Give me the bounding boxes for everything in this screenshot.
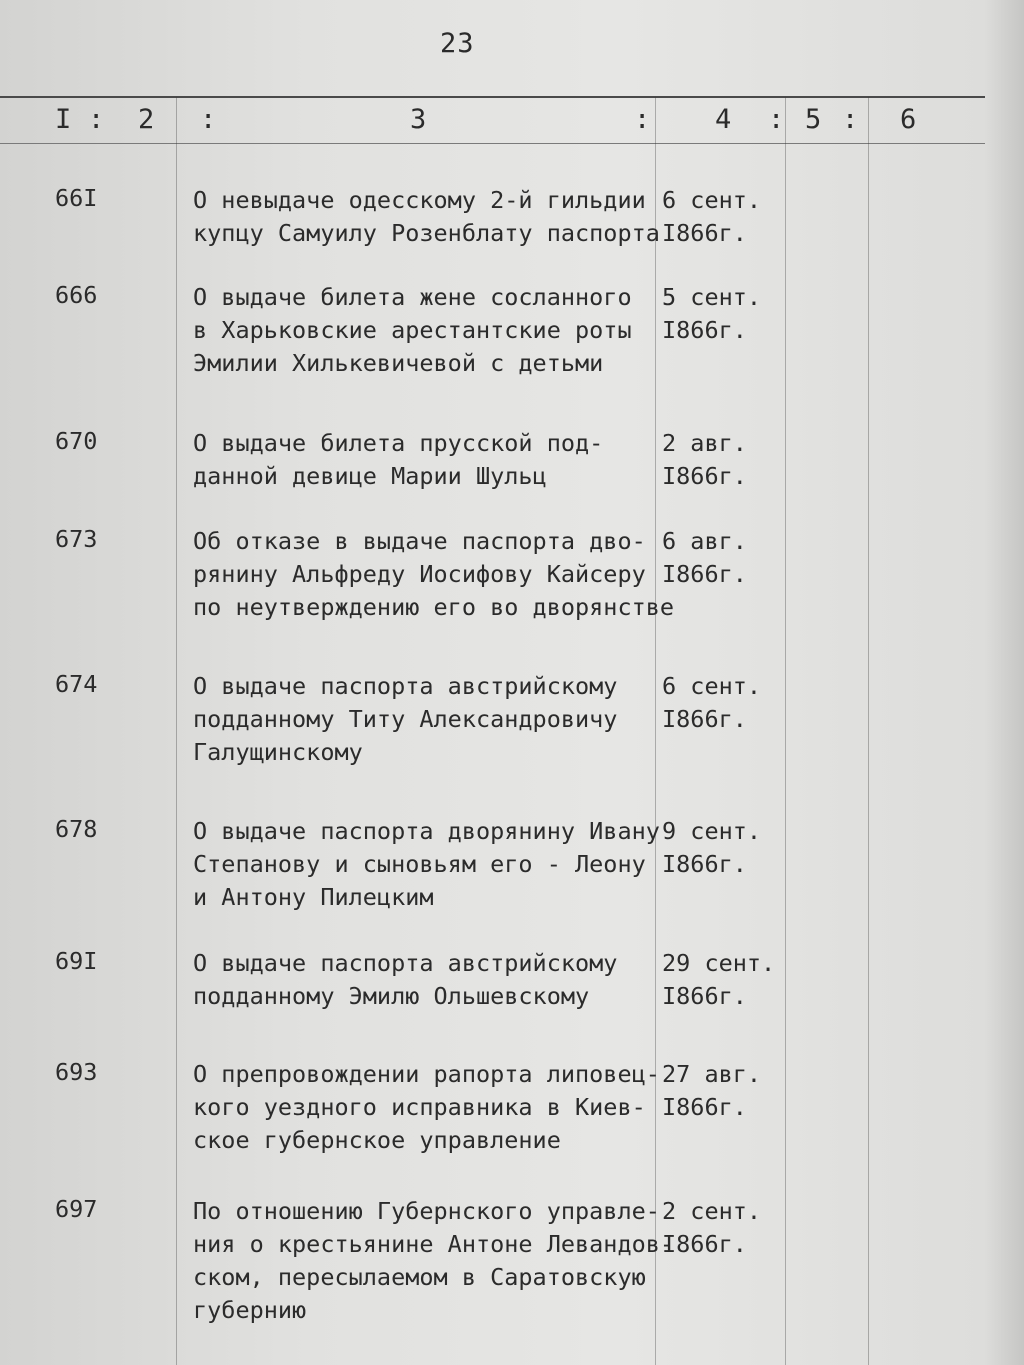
record-date (662, 427, 747, 493)
page-number: 23 (440, 28, 475, 59)
description-line: рянину Альфреду Иосифову Кайсеру (193, 560, 646, 588)
date-line: I866г. (662, 982, 747, 1010)
header-top-rule (0, 96, 985, 98)
date-line: I866г. (662, 705, 747, 733)
date-line: 6 сент. (662, 186, 762, 214)
description-line: Степанову и сыновьям его - Леону (193, 850, 646, 878)
header-sep: : (200, 104, 217, 135)
column-divider (868, 97, 869, 1365)
header-sep: : (634, 104, 651, 135)
record-description (193, 427, 663, 493)
date-line: 9 сент. (662, 817, 762, 845)
column-divider (785, 97, 786, 1365)
date-line: I866г. (662, 316, 747, 344)
date-line: I866г. (662, 462, 747, 490)
description-line: в Харьковские арестантские роты (193, 316, 632, 344)
header-sep: : (768, 104, 785, 135)
description-line: купцу Самуилу Розенблату паспорта (193, 219, 660, 247)
description-line: губернию (193, 1296, 307, 1324)
record-description (193, 947, 663, 1013)
record-description (193, 184, 663, 250)
table-header (0, 104, 985, 140)
record-description (193, 1058, 663, 1157)
record-description (193, 815, 663, 914)
record-description (193, 281, 663, 380)
date-line: 6 сент. (662, 672, 762, 700)
header-col-3: 3 (410, 104, 427, 135)
record-description (193, 525, 675, 624)
column-divider (176, 97, 177, 1365)
description-line: О невыдаче одесскому 2-й гильдии (193, 186, 646, 214)
date-line: 6 авг. (662, 527, 747, 555)
description-line: и Антону Пилецким (193, 883, 434, 911)
header-col-2: 2 (138, 104, 155, 135)
description-line: О выдаче билета прусской под- (193, 429, 604, 457)
description-line: данной девице Марии Шульц (193, 462, 547, 490)
header-col-5: 5 (805, 104, 822, 135)
description-line: По отношению Губернского управле- (193, 1197, 660, 1225)
description-line: Эмилии Хилькевичевой с детьми (193, 349, 604, 377)
date-line: I866г. (662, 1093, 747, 1121)
record-date (662, 815, 761, 881)
date-line: 2 сент. (662, 1197, 762, 1225)
record-date (662, 281, 761, 347)
header-col-1: I (55, 104, 72, 135)
record-date (662, 1195, 761, 1261)
record-number: 697 (55, 1195, 98, 1223)
description-line: кого уездного исправника в Киев- (193, 1093, 646, 1121)
description-line: подданному Титу Александровичу (193, 705, 618, 733)
description-line: Галущинскому (193, 738, 363, 766)
record-date (662, 1058, 761, 1124)
record-date (662, 184, 761, 250)
date-line: 5 сент. (662, 283, 762, 311)
description-line: О выдаче паспорта дворянину Ивану (193, 817, 660, 845)
description-line: Об отказе в выдаче паспорта дво- (193, 527, 646, 555)
record-number: 69I (55, 947, 98, 975)
record-date (662, 525, 747, 591)
header-bottom-rule (0, 143, 985, 144)
record-description (193, 670, 663, 769)
date-line: 29 сент. (662, 949, 776, 977)
date-line: I866г. (662, 850, 747, 878)
header-col-6: 6 (900, 104, 917, 135)
description-line: ния о крестьянине Антоне Левандов- (193, 1230, 675, 1258)
record-number: 674 (55, 670, 98, 698)
date-line: I866г. (662, 219, 747, 247)
description-line: подданному Эмилю Ольшевскому (193, 982, 590, 1010)
description-line: по неутверждению его во дворянстве (193, 593, 675, 621)
page-edge-shadow (984, 0, 1024, 1365)
description-line: ское губернское управление (193, 1126, 561, 1154)
date-line: I866г. (662, 560, 747, 588)
header-col-4: 4 (715, 104, 732, 135)
record-number: 693 (55, 1058, 98, 1086)
header-sep: : (88, 104, 105, 135)
record-number: 670 (55, 427, 98, 455)
date-line: 27 авг. (662, 1060, 762, 1088)
description-line: О выдаче паспорта австрийскому (193, 949, 618, 977)
description-line: О выдаче паспорта австрийскому (193, 672, 618, 700)
record-number: 66I (55, 184, 98, 212)
description-line: О выдаче билета жене сосланного (193, 283, 632, 311)
record-number: 673 (55, 525, 98, 553)
header-sep: : (842, 104, 859, 135)
record-date (662, 670, 761, 736)
record-date (662, 947, 775, 1013)
description-line: ском, пересылаемом в Саратовскую (193, 1263, 646, 1291)
record-description (193, 1195, 675, 1327)
date-line: I866г. (662, 1230, 747, 1258)
record-number: 678 (55, 815, 98, 843)
record-number: 666 (55, 281, 98, 309)
date-line: 2 авг. (662, 429, 747, 457)
description-line: О препровождении рапорта липовец- (193, 1060, 660, 1088)
